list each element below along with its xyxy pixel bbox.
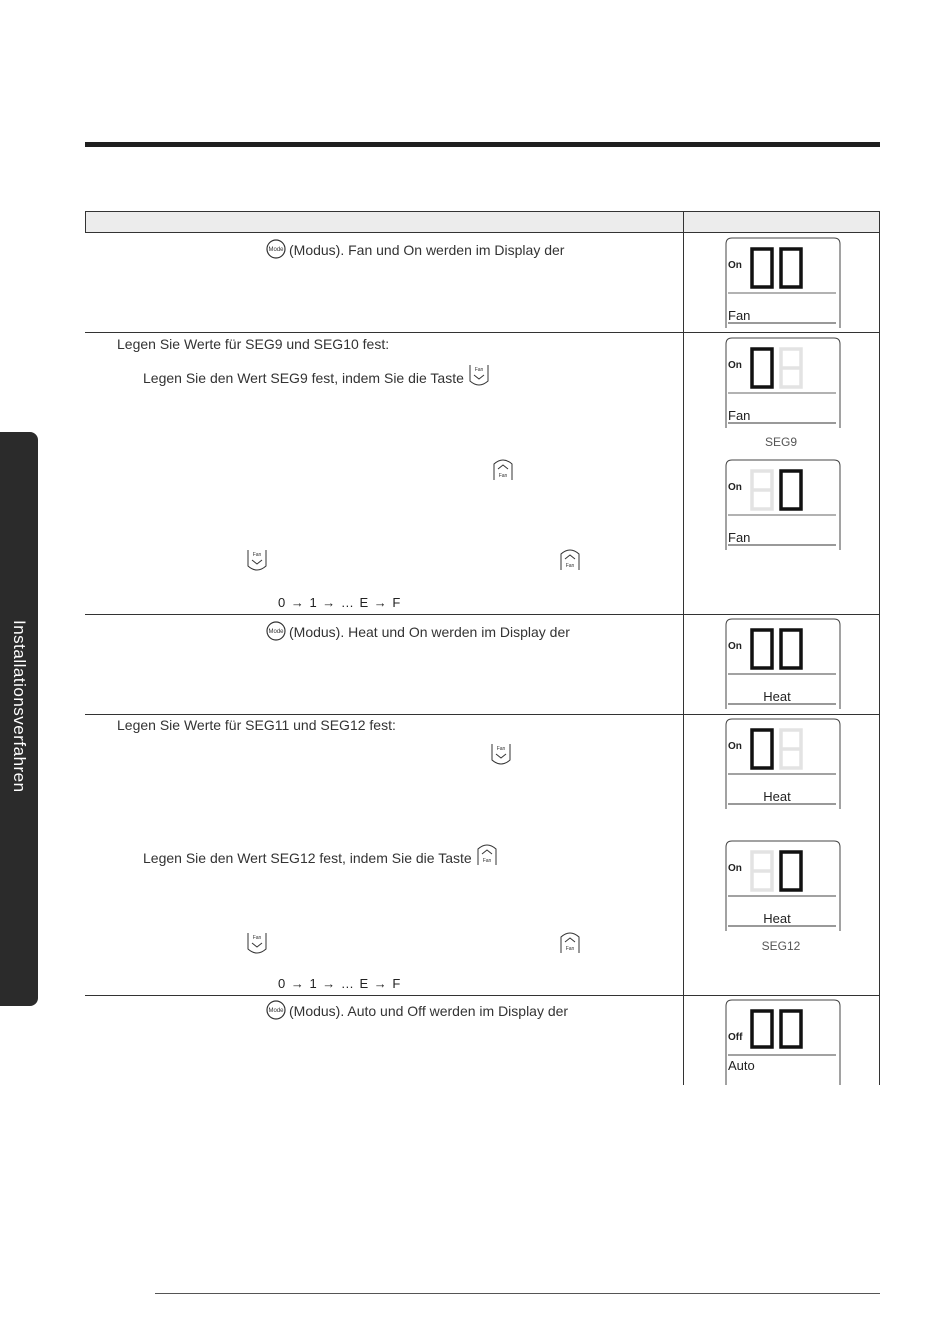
settings-table: [85, 211, 880, 1085]
value-sequence: 0 → 1 → … E → F: [278, 976, 402, 991]
svg-text:Fan: Fan: [728, 308, 751, 323]
row2-subtext: Legen Sie den Wert SEG9 fest, indem Sie die Taste: [143, 370, 464, 386]
value-sequence: 0 → 1 → … E → F: [278, 595, 402, 610]
svg-text:On: On: [728, 863, 742, 874]
svg-text:Off: Off: [728, 1032, 743, 1043]
row4-heading: Legen Sie Werte für SEG11 und SEG12 fest:: [117, 717, 396, 733]
svg-text:Fan: Fan: [565, 563, 575, 569]
row3-text: (Modus). Heat und On werden im Display der: [289, 624, 570, 640]
svg-text:On: On: [728, 482, 742, 493]
svg-text:Fan: Fan: [252, 552, 262, 558]
fan-up-button-icon: [492, 458, 514, 487]
lcd-display-7: [722, 998, 844, 1090]
row1-text: (Modus). Fan und On werden im Display der: [289, 242, 565, 258]
lcd-display-4: [722, 617, 844, 714]
table-row: [266, 1000, 568, 1024]
table-row: [266, 621, 570, 645]
svg-text:On: On: [728, 741, 742, 752]
mode-button-icon: [266, 1000, 286, 1024]
row4-subtext: Legen Sie den Wert SEG12 fest, indem Sie die Taste: [143, 850, 472, 866]
svg-text:Fan: Fan: [728, 530, 751, 545]
svg-text:Fan: Fan: [728, 408, 751, 423]
svg-text:Heat: Heat: [763, 689, 791, 704]
svg-text:Mode: Mode: [268, 629, 284, 635]
table-row: [143, 843, 501, 871]
fan-down-button-icon: [246, 931, 268, 960]
display-caption: SEG9: [764, 435, 797, 449]
row2-heading: Legen Sie Werte für SEG9 und SEG10 fest:: [117, 336, 390, 352]
mode-button-icon: [266, 239, 286, 263]
table-header: [85, 211, 880, 232]
lcd-display-3: [722, 458, 844, 555]
svg-text:Fan: Fan: [498, 473, 508, 479]
fan-down-button-icon: [246, 548, 268, 577]
svg-text:On: On: [728, 260, 742, 271]
svg-text:Auto: Auto: [728, 1058, 755, 1073]
svg-text:Mode: Mode: [268, 247, 284, 253]
svg-text:Fan: Fan: [482, 858, 491, 864]
svg-text:Fan: Fan: [496, 746, 506, 752]
fan-down-button-icon: [468, 363, 490, 391]
lcd-display-2: [722, 336, 844, 433]
section-side-tab-label: Installationsverfahren: [10, 620, 29, 793]
table-row: [143, 363, 493, 391]
page-top-rule: [85, 142, 880, 147]
fan-up-button-icon: [476, 843, 498, 871]
svg-text:Fan: Fan: [252, 935, 262, 941]
page-bottom-rule: [155, 1293, 880, 1294]
mode-button-icon: [266, 621, 286, 645]
svg-text:Mode: Mode: [268, 1008, 284, 1014]
svg-text:Fan: Fan: [474, 367, 484, 373]
svg-text:Heat: Heat: [763, 789, 791, 804]
svg-text:Heat: Heat: [763, 911, 791, 926]
svg-text:On: On: [728, 641, 742, 652]
fan-down-button-icon: [490, 742, 512, 771]
lcd-display-1: [722, 236, 844, 333]
row5-text: (Modus). Auto und Off werden im Display der: [289, 1003, 569, 1019]
lcd-display-5: [722, 717, 844, 814]
display-caption: SEG12: [761, 939, 801, 953]
fan-up-button-icon: [559, 548, 581, 577]
svg-text:On: On: [728, 360, 742, 371]
lcd-display-6: [722, 839, 844, 936]
table-row: [266, 239, 564, 263]
fan-up-button-icon: [559, 931, 581, 960]
svg-text:Fan: Fan: [565, 946, 575, 952]
